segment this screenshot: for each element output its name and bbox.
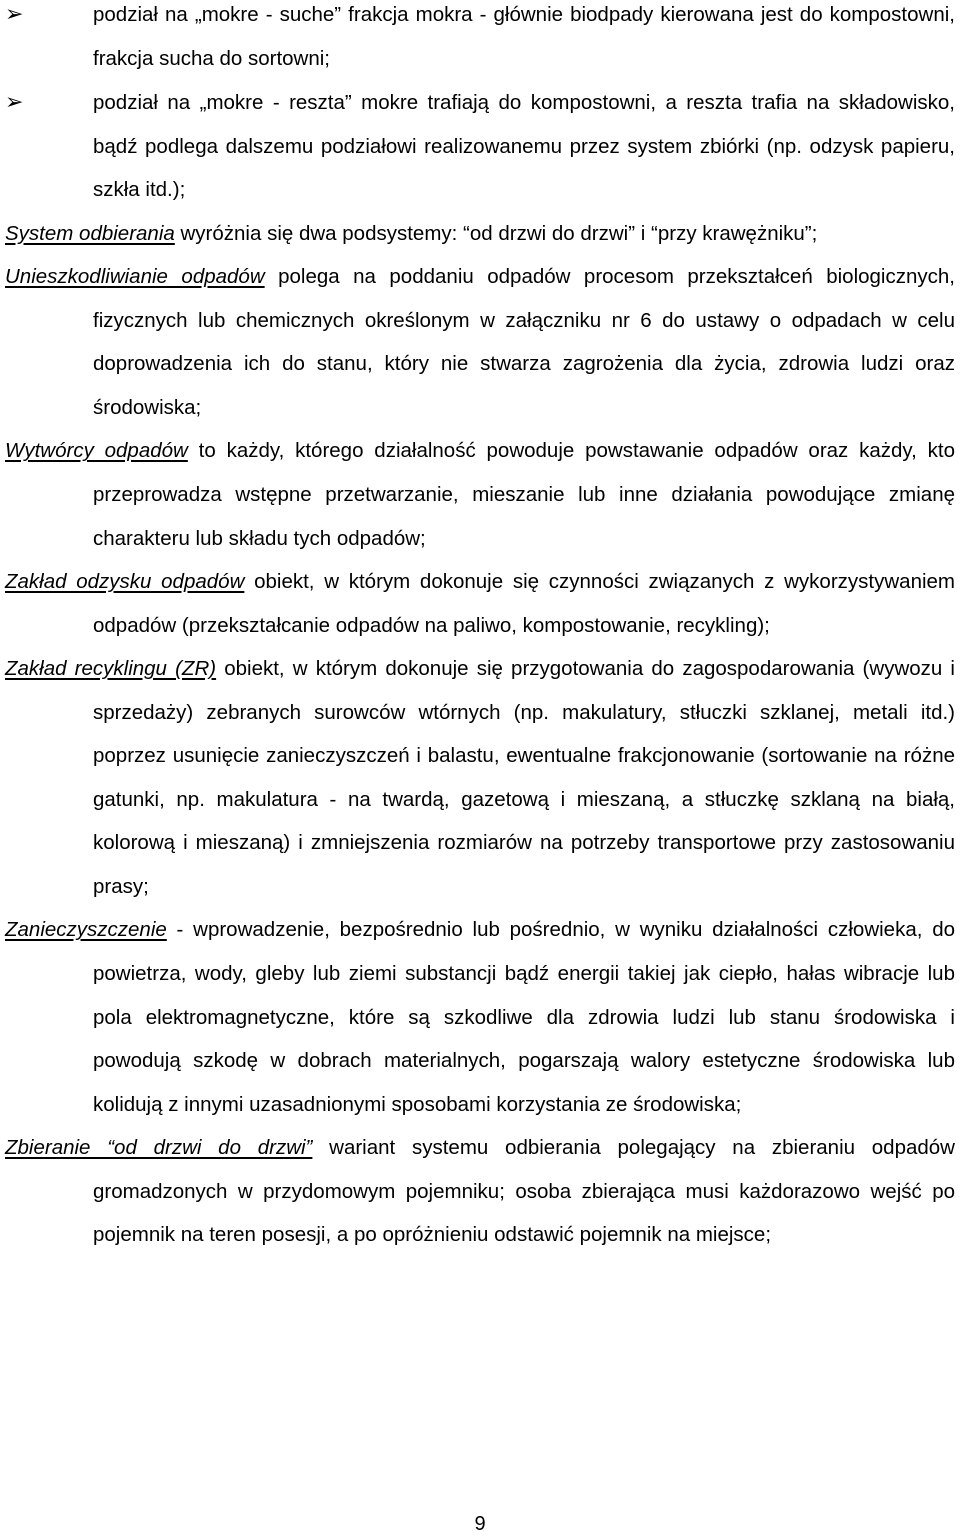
- page-number: 9: [474, 1513, 486, 1535]
- definitions-list: [5, 0, 955, 1257]
- definition-text: wariant systemu odbierania polegający na zbieraniu odpadów gromadzonych w przydomowym pojemniku; osoba zbierająca musi każdorazowo wejść po pojemnik na teren posesji, a po opróżnieniu odstawić pojemnik na miejsce;: [93, 1136, 955, 1247]
- definition-text: wyróżnia się dwa podsystemy: “od drzwi do drzwi” i “przy krawężniku”;: [174, 221, 818, 245]
- definition-term: Zanieczyszczenie: [5, 918, 167, 942]
- definition-item: [5, 560, 955, 647]
- definition-text: - wprowadzenie, bezpośrednio lub pośrednio, w wyniku działalności człowieka, do powietrza, wody, gleby lub ziemi substancji bądź energii takiej jak ciepło, hałas wibracje lub pola elektromagnetyczne, które są szkodliwe dla zdrowia ludzi lub stanu środowiska i powodują szkodę w dobrach materialnych, pogarszają walory estetyczne środowiska lub kolidują z innymi uzasadnionymi sposobami korzystania ze środowiska;: [93, 918, 955, 1116]
- definition-text: obiekt, w którym dokonuje się czynności związanych z wykorzystywaniem odpadów (przekształcanie odpadów na paliwo, kompostowanie, recykling);: [93, 570, 955, 637]
- arrow-bullet-icon: ➢: [5, 1, 24, 26]
- definition-text: polega na poddaniu odpadów procesom przekształceń biologicznych, fizycznych lub chemicznych określonym w załączniku nr 6 do ustawy o odpadach w celu doprowadzenia ich do stanu, który nie stwarza zagrożenia dla życia, zdrowia ludzi oraz środowiska;: [93, 265, 955, 419]
- bullet-item: [5, 0, 955, 80]
- arrow-bullet-icon: ➢: [5, 89, 24, 115]
- definition-term: Zakład odzysku odpadów: [5, 570, 245, 594]
- definition-item: [5, 1126, 955, 1257]
- definition-item: [5, 255, 955, 429]
- definition-item: [5, 647, 955, 908]
- definition-term: Zbieranie “od drzwi do drzwi”: [5, 1136, 313, 1160]
- definition-term: Wytwórcy odpadów: [5, 439, 188, 463]
- bullet-text: podział na „mokre - suche” frakcja mokra - głównie biodpady kierowana jest do kompostowni, frakcja sucha do sortowni;: [93, 3, 955, 70]
- bullet-text: podział na „mokre - reszta” mokre trafiają do kompostowni, a reszta trafia na składowisko, bądź podlega dalszemu podziałowi realizowanemu przez system zbiórki (np. odzysk papieru, szkła itd.);: [93, 91, 955, 202]
- definition-text: obiekt, w którym dokonuje się przygotowania do zagospodarowania (wywozu i sprzedaży) zebranych surowców wtórnych (np. makulatury, stłuczki szklanej, metali itd.) poprzez usunięcie zanieczyszczeń i balastu, ewentualne frakcjonowanie (sortowanie na różne gatunki, np. makulatura - na twardą, gazetową i mieszaną, a stłuczkę szklaną na białą, kolorową i mieszaną) i zmniejszenia rozmiarów na potrzeby transportowe przy zastosowaniu prasy;: [93, 657, 955, 898]
- definition-item: [5, 908, 955, 1126]
- definition-term: System odbierania: [5, 221, 175, 245]
- definition-item: [5, 212, 955, 256]
- definition-term: Zakład recyklingu (ZR): [5, 657, 217, 681]
- definition-term: Unieszkodliwianie odpadów: [5, 265, 265, 289]
- definition-item: [5, 429, 955, 560]
- bullet-item: [5, 80, 955, 212]
- definition-text: to każdy, którego działalność powoduje powstawanie odpadów oraz każdy, kto przeprowadza wstępne przetwarzanie, mieszanie lub inne działania powodujące zmianę charakteru lub składu tych odpadów;: [93, 439, 956, 550]
